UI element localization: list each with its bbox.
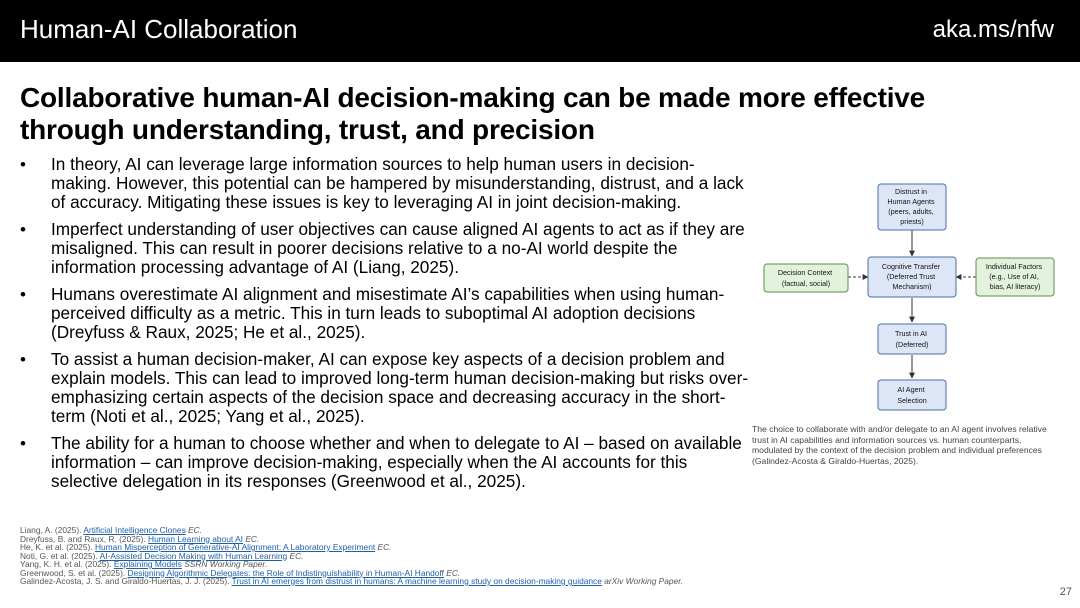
bullet-item (20, 220, 750, 277)
bullet-item (20, 350, 750, 426)
reference-link[interactable]: Human Learning about AI (148, 533, 243, 544)
reference-authors: Galindez-Acosta, J. S. and Giraldo-Huertas, J. J. (2025). (20, 576, 230, 586)
reference-venue: EC. (245, 533, 260, 544)
box-ai-agent-selection-text: Selection (897, 396, 927, 405)
box-trust-in-ai-text: (Deferred) (895, 340, 929, 349)
reference-link[interactable]: Artificial Intelligence Clones (83, 525, 186, 535)
section-title: Human-AI Collaboration (20, 14, 298, 44)
box-distrust-text: priests) (900, 217, 924, 226)
bullet-marker: • (20, 155, 26, 174)
reference-authors: He, K. et al. (2025). (20, 542, 93, 552)
bullet-text: Humans overestimate AI alignment and misestimate AI’s capabilities when using human-perceived difficulty as a metric. This in turn leads to suboptimal AI adoption decisions (Dreyfuss & Raux, 2025; He et al., 2025). (51, 284, 725, 342)
diagram-caption: The choice to collaborate with and/or delegate to an AI agent involves relative trust in AI capabilities and information sources vs. human counterparts, modulated by the context of the decision problem and individual preferences (Galindez-Acosta & Giraldo-Huertas, 2025). (752, 424, 1047, 466)
bullet-item (20, 285, 750, 342)
bullet-marker: • (20, 434, 26, 453)
bullet-text: Imperfect understanding of user objectives can cause aligned AI agents to act as if they are misaligned. This can result in poorer decisions relative to a no-AI world despite the information processing advantage of AI (Liang, 2025). (51, 219, 745, 277)
bullet-item (20, 434, 750, 491)
reference-link[interactable]: AI-Assisted Decision Making with Human Learning (99, 550, 288, 561)
box-ai-agent-selection-text: AI Agent (897, 385, 925, 394)
reference-item (20, 577, 970, 586)
bullet-marker: • (20, 350, 26, 369)
slide-title-line-2: through understanding, trust, and precision (20, 114, 595, 145)
reference-venue: EC. (289, 550, 304, 561)
box-distrust-text: Distrust in (895, 187, 927, 196)
slide-header-bar (0, 0, 1080, 62)
page-number: 27 (1059, 586, 1072, 598)
slide-title (20, 82, 1060, 146)
reference-venue: EC. (446, 567, 461, 578)
reference-authors: Greenwood, S. et al. (2025). (20, 567, 126, 578)
box-distrust-text: (peers, adults, (888, 207, 934, 216)
box-individual-factors-text: (e.g., Use of AI, (989, 272, 1039, 281)
reference-link[interactable]: Explaining Models (113, 559, 182, 569)
reference-link[interactable]: Human Misperception of Generative-AI Alignment: A Laboratory Experiment (94, 542, 376, 552)
bullet-marker: • (20, 285, 26, 304)
box-individual-factors-text: Individual Factors (985, 262, 1043, 271)
references (20, 526, 970, 586)
reference-link[interactable]: Designing Algorithmic Delegates: the Role of Indistinguishability in Human-AI Handoff (127, 567, 444, 578)
box-cognitive-transfer-text: Cognitive Transfer (881, 262, 941, 271)
bullet-marker: • (20, 220, 26, 239)
box-distrust-text: Human Agents (887, 197, 935, 206)
reference-authors: Dreyfuss, B. and Raux, R. (2025). (20, 533, 146, 544)
svg-text:Individual Factors (e.g., (986, 262, 1044, 291)
box-decision-context-text: Decision Context (777, 268, 833, 277)
slide-title-line-1: Collaborative human-AI decision-making can be made more effective (20, 82, 926, 113)
bullet-text: In theory, AI can leverage large information sources to help human users in decision-making. However, this potential can be hampered by misunderstanding, distrust, and a lack of accuracy. Mitigating these issues is key to leveraging AI in joint decision-making. (51, 154, 744, 212)
reference-authors: Yang, K. H. et al. (2025). (20, 559, 112, 569)
box-trust-in-ai-text: Trust in AI (894, 329, 928, 338)
box-cognitive-transfer-text: Mechanism) (892, 282, 932, 291)
box-decision-context-text: (factual, social) (781, 279, 831, 288)
box-individual-factors-text: bias, AI literacy) (989, 282, 1041, 291)
bullet-item (20, 155, 750, 212)
box-cognitive-transfer-text: (Deferred Trust (886, 272, 936, 281)
short-link[interactable]: aka.ms/nfw (932, 16, 1054, 43)
trust-diagram (760, 178, 1060, 418)
bullet-list (20, 155, 750, 499)
bullet-text: The ability for a human to choose whether and when to delegate to AI – based on available information – can improve decision-making, especially when the AI accounts for this selective delegation in its responses (Greenwood et al., 2025). (51, 433, 742, 491)
bullet-text: To assist a human decision-maker, AI can expose key aspects of a decision problem and explain models. This can lead to improved long-term human decision-making but risks over-emphasizing certain aspects of the decision space and decreasing accuracy in the short-term (Noti et al., 2025; Yang et al., 2025). (51, 349, 749, 426)
reference-venue: arXiv Working Paper. (604, 576, 684, 586)
reference-link[interactable]: Trust in AI emerges from distrust in humans: A machine learning study on decision-making guidance (231, 576, 602, 586)
reference-venue: EC. (377, 542, 392, 552)
reference-authors: Liang, A. (2025). (20, 525, 82, 535)
reference-venue: EC. (188, 525, 203, 535)
reference-venue: SSRN Working Paper. (184, 559, 268, 569)
reference-authors: Noti, G. et al. (2025). (20, 550, 98, 561)
